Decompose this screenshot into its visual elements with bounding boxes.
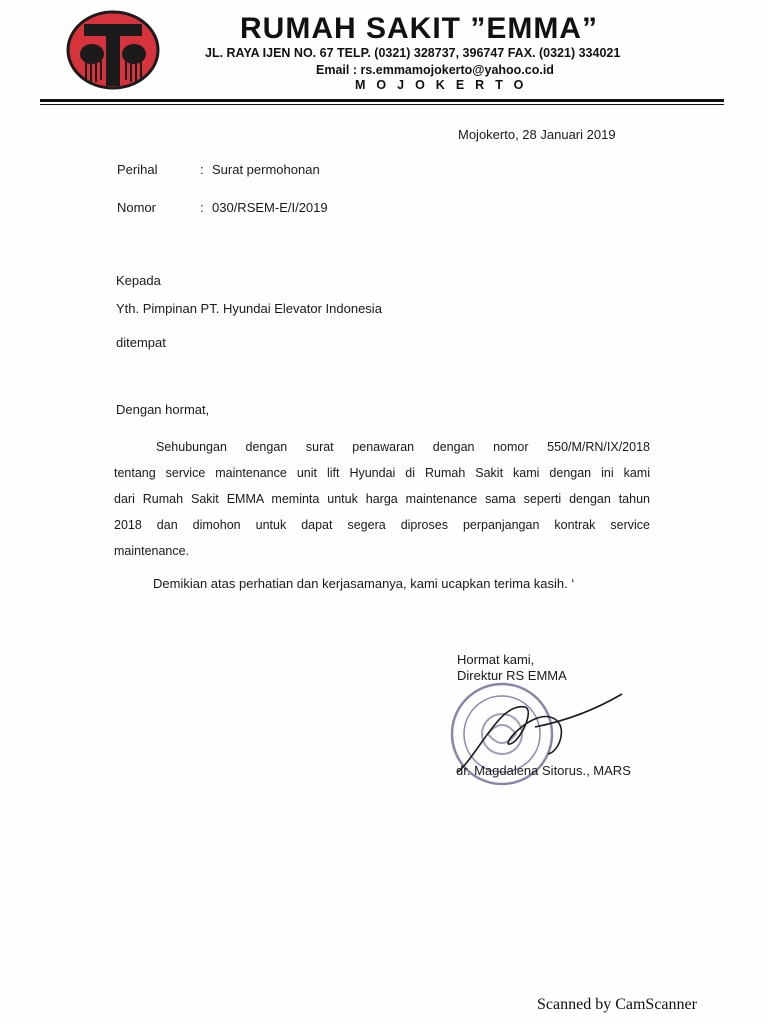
field-label-perihal: Perihal xyxy=(117,162,158,177)
recipient-place: ditempat xyxy=(116,335,166,350)
letter-date: Mojokerto, 28 Januari 2019 xyxy=(458,127,616,142)
body-line: maintenance. xyxy=(114,544,190,558)
signature-regards: Hormat kami, xyxy=(457,652,535,667)
recipient-name: Yth. Pimpinan PT. Hyundai Elevator Indonesia xyxy=(116,301,382,316)
body-line: 2018 dan dimohon untuk dapat segera diproses perpanjangan kontrak service xyxy=(114,518,650,532)
body-line: Sehubungan dengan surat penawaran dengan nomor 550/M/RN/IX/2018 xyxy=(156,440,650,454)
field-value-perihal: Surat permohonan xyxy=(212,162,320,177)
signature-title: Direktur RS EMMA xyxy=(457,668,567,683)
hospital-name: RUMAH SAKIT ”EMMA” xyxy=(240,12,598,45)
field-value-nomor: 030/RSEM-E/I/2019 xyxy=(212,200,328,215)
field-colon: : xyxy=(200,200,204,215)
hospital-city: MOJOKERTO xyxy=(355,78,535,92)
recipient-to: Kepada xyxy=(116,273,161,288)
closing-sentence: Demikian atas perhatian dan kerjasamanya, kami ucapkan terima kasih. ‘ xyxy=(153,576,575,591)
greeting: Dengan hormat, xyxy=(116,402,210,417)
signer-name: dr. Magdalena Sitorus., MARS xyxy=(456,763,631,778)
body-line: tentang service maintenance unit lift Hyundai di Rumah Sakit kami dengan ini kami xyxy=(114,466,650,480)
body-line: dari Rumah Sakit EMMA meminta untuk harga maintenance sama seperti dengan tahun xyxy=(114,492,650,506)
letterhead-rule xyxy=(40,99,724,102)
field-label-nomor: Nomor xyxy=(117,200,157,215)
letterhead-rule-thin xyxy=(40,104,724,105)
scanner-watermark: Scanned by CamScanner xyxy=(537,996,697,1013)
hospital-logo xyxy=(66,10,160,90)
field-colon: : xyxy=(200,162,204,177)
hospital-email: Email : rs.emmamojokerto@yahoo.co.id xyxy=(316,63,554,77)
hospital-address: JL. RAYA IJEN NO. 67 TELP. (0321) 328737, 396747 FAX. (0321) 334021 xyxy=(205,46,621,60)
